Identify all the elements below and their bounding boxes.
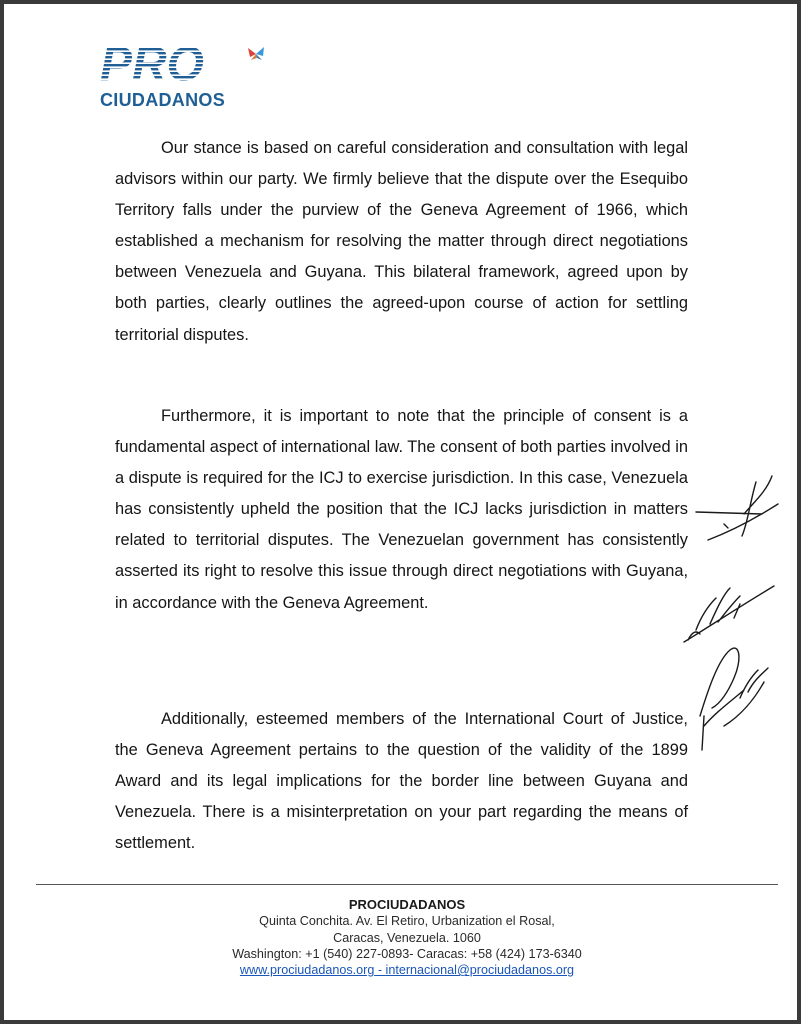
- footer-address-line-2: Caracas, Venezuela. 1060: [333, 930, 481, 945]
- logo-butterfly-icon: [248, 47, 264, 60]
- signature-3: [700, 648, 768, 750]
- website-link[interactable]: www.prociudadanos.org: [239, 963, 375, 978]
- paragraph-1: Our stance is based on careful consideration and consultation with legal advisors within our party. We firmly believe that the dispute over the Esequibo Territory falls under the purview of the Geneva Agreement of 1966, which established a mechanism for resolving the matter through direct negotiations between Venezuela and Guyana. This bilateral framework, agreed upon by both parties, clearly outlines the agreed-upon course of action for settling territorial disputes.: [115, 139, 688, 344]
- footer-phones: Washington: +1 (540) 227-0893- Caracas: +58 (424) 173-6340: [232, 946, 582, 961]
- logo-wordmark-graphic: [100, 40, 280, 90]
- paragraph-2: Furthermore, it is important to note that the principle of consent is a fundamental aspect of international law. The consent of both parties involved in a dispute is required for the ICJ to exercise jurisdiction. In this case, Venezuela has consistently upheld the position that the ICJ lacks jurisdiction in matters related to territorial disputes. The Venezuelan government has consistently asserted its right to resolve this issue through direct negotiations with Guyana, in accordance with the Geneva Agreement.: [115, 407, 688, 612]
- prociudadanos-logo: [100, 40, 280, 114]
- footer-address-line-1: Quinta Conchita. Av. El Retiro, Urbanization el Rosal,: [259, 914, 555, 929]
- email-link[interactable]: internacional@prociudadanos.org: [385, 963, 575, 978]
- handwritten-signatures: [644, 454, 797, 774]
- paragraph-3: Additionally, esteemed members of the International Court of Justice, the Geneva Agreement pertains to the question of the validity of the 1899 Award and its legal implications for the border line between Guyana and Venezuela. There is a misinterpretation on your part regarding the means of settlement.: [115, 710, 688, 853]
- footer-org-name: PROCIUDADANOS: [348, 897, 466, 912]
- signature-1: [696, 476, 778, 540]
- document-page: [4, 4, 797, 1020]
- letter-footer: [36, 897, 778, 978]
- footer-divider: [36, 884, 778, 885]
- logo-wordmark-text: PRO: [100, 40, 205, 90]
- signature-2: [684, 586, 774, 642]
- footer-link-separator: -: [374, 963, 386, 978]
- logo-subtitle: CIUDADANOS: [100, 90, 226, 110]
- footer-links: [36, 962, 778, 978]
